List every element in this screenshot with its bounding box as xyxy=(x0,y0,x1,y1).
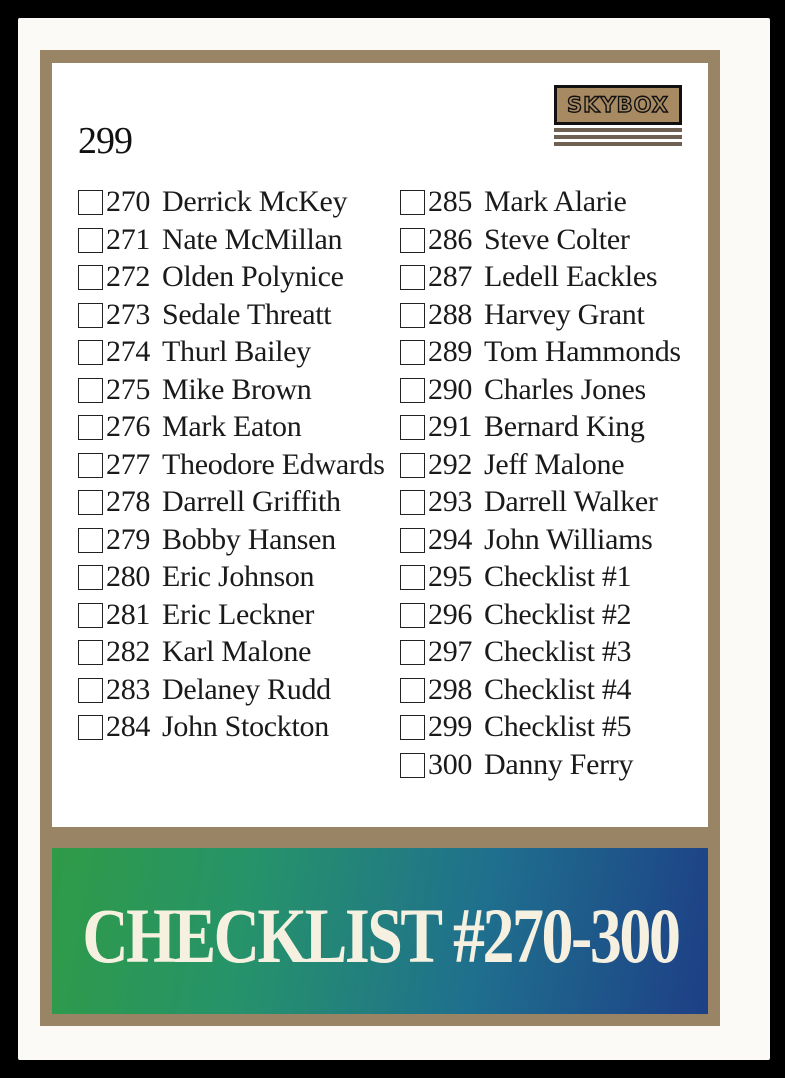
checkbox[interactable] xyxy=(78,528,103,553)
checkbox[interactable] xyxy=(400,565,425,590)
checkbox[interactable] xyxy=(78,415,103,440)
checklist-item[interactable]: 288 Harvey Grant xyxy=(400,296,710,334)
checklist-item[interactable]: 278 Darrell Griffith xyxy=(78,483,388,521)
checklist-item[interactable]: 272 Olden Polynice xyxy=(78,258,388,296)
checkbox[interactable] xyxy=(400,303,425,328)
checklist-item[interactable]: 277 Theodore Edwards xyxy=(78,446,388,484)
checklist-item[interactable]: 293 Darrell Walker xyxy=(400,483,710,521)
checkbox[interactable] xyxy=(78,715,103,740)
checkbox[interactable] xyxy=(400,603,425,628)
checkbox[interactable] xyxy=(400,490,425,515)
checklist-item[interactable]: 300 Danny Ferry xyxy=(400,746,710,784)
checkbox[interactable] xyxy=(78,678,103,703)
checklist-item[interactable]: 280 Eric Johnson xyxy=(78,558,388,596)
checkbox[interactable] xyxy=(78,565,103,590)
checklist-item[interactable]: 271 Nate McMillan xyxy=(78,221,388,259)
checkbox[interactable] xyxy=(78,303,103,328)
checkbox[interactable] xyxy=(400,640,425,665)
checkbox[interactable] xyxy=(78,190,103,215)
title-banner xyxy=(52,848,708,1014)
checkbox[interactable] xyxy=(78,228,103,253)
banner-title: CHECKLIST #270-300 xyxy=(81,892,679,979)
checklist-item[interactable]: 295 Checklist #1 xyxy=(400,558,710,596)
checkbox[interactable] xyxy=(400,678,425,703)
checkbox[interactable] xyxy=(400,715,425,740)
checklist-right-column xyxy=(400,183,710,783)
checklist-item[interactable]: 279 Bobby Hansen xyxy=(78,521,388,559)
checkbox[interactable] xyxy=(78,265,103,290)
card-frame xyxy=(40,50,720,1026)
checklist-item[interactable]: 287 Ledell Eackles xyxy=(400,258,710,296)
checkbox[interactable] xyxy=(78,340,103,365)
checkbox[interactable] xyxy=(78,378,103,403)
checklist-item[interactable]: 281 Eric Leckner xyxy=(78,596,388,634)
checkbox[interactable] xyxy=(400,228,425,253)
checklist-item[interactable]: 286 Steve Colter xyxy=(400,221,710,259)
checkbox[interactable] xyxy=(78,453,103,478)
checkbox[interactable] xyxy=(400,528,425,553)
checkbox[interactable] xyxy=(400,378,425,403)
checkbox[interactable] xyxy=(78,490,103,515)
checklist-item[interactable]: 284 John Stockton xyxy=(78,708,388,746)
checklist-item[interactable]: 285 Mark Alarie xyxy=(400,183,710,221)
checklist-item[interactable]: 296 Checklist #2 xyxy=(400,596,710,634)
trading-card xyxy=(18,18,770,1060)
card-number: 299 xyxy=(78,120,132,162)
checklist-item[interactable]: 292 Jeff Malone xyxy=(400,446,710,484)
checklist-left-column xyxy=(78,183,388,746)
checkbox[interactable] xyxy=(400,265,425,290)
checklist-item[interactable]: 297 Checklist #3 xyxy=(400,633,710,671)
checklist-item[interactable]: 275 Mike Brown xyxy=(78,371,388,409)
checkbox[interactable] xyxy=(400,190,425,215)
checklist-item[interactable]: 299 Checklist #5 xyxy=(400,708,710,746)
checkbox[interactable] xyxy=(78,603,103,628)
skybox-logo xyxy=(554,85,682,146)
checklist-item[interactable]: 290 Charles Jones xyxy=(400,371,710,409)
checklist-item[interactable]: 283 Delaney Rudd xyxy=(78,671,388,709)
checkbox[interactable] xyxy=(400,415,425,440)
checklist-item[interactable]: 289 Tom Hammonds xyxy=(400,333,710,371)
checkbox[interactable] xyxy=(78,640,103,665)
checklist-item[interactable]: 282 Karl Malone xyxy=(78,633,388,671)
checklist-item[interactable]: 276 Mark Eaton xyxy=(78,408,388,446)
checkbox[interactable] xyxy=(400,753,425,778)
checklist-item[interactable]: 270 Derrick McKey xyxy=(78,183,388,221)
checklist-item[interactable]: 273 Sedale Threatt xyxy=(78,296,388,334)
checkbox[interactable] xyxy=(400,340,425,365)
checklist-item[interactable]: 274 Thurl Bailey xyxy=(78,333,388,371)
logo-text: SKYBOX xyxy=(567,93,669,117)
checklist-panel xyxy=(52,63,708,827)
checklist-item[interactable]: 294 John Williams xyxy=(400,521,710,559)
checkbox[interactable] xyxy=(400,453,425,478)
checklist-item[interactable]: 291 Bernard King xyxy=(400,408,710,446)
checklist-item[interactable]: 298 Checklist #4 xyxy=(400,671,710,709)
